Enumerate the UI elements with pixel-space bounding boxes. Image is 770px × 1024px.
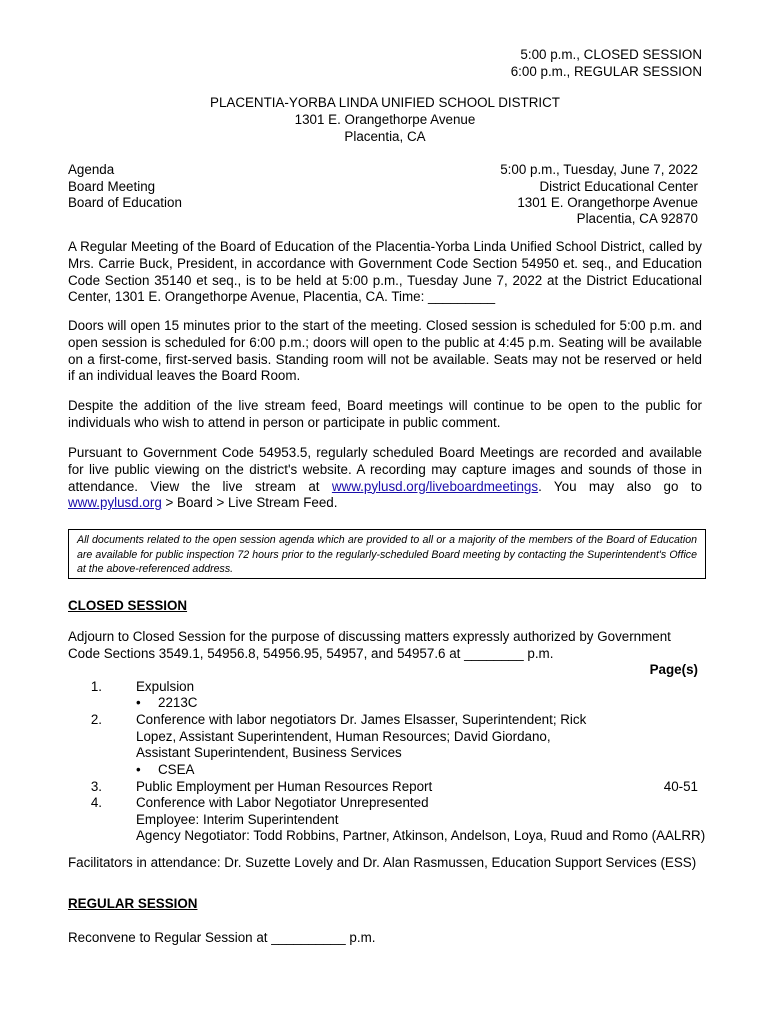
item-number: 4. (90, 795, 102, 810)
intro-paragraph: A Regular Meeting of the Board of Education of the Placentia-Yorba Linda Unified School District, called by Mrs. Carrie Buck, President, in accordance with Government Code Section 54950 et. seq., and Education Code Section 35140 et seq., is to be held at 5:00 p.m., Tuesday June 7, 2022 at the District Educational Center, 1301 E. Orangethorpe Avenue, Placentia, CA. Time: _________ (68, 239, 702, 305)
item-text: Expulsion (136, 679, 195, 694)
item-bullet: • CSEA (136, 762, 194, 779)
item-text: Lopez, Assistant Superintendent, Human Resources; David Giordano, (136, 729, 551, 744)
item-bullet: • 2213C (136, 695, 197, 712)
regular-session-heading: REGULAR SESSION (68, 896, 198, 911)
meta-board-of-education: Board of Education (68, 195, 182, 210)
item-pages: 40-51 (663, 779, 698, 794)
meta-agenda: Agenda (68, 162, 115, 177)
meeting-datetime: 5:00 p.m., Tuesday, June 7, 2022 (500, 162, 698, 177)
recording-text-1: Pursuant to Government Code 54953.5, regularly scheduled Board Meetings are recorded and available for live public viewing on the district's website. A recording may capture images and sounds of those in attendance. View the live stream at (68, 445, 702, 494)
item-number: 3. (90, 779, 102, 794)
meta-board-meeting: Board Meeting (68, 179, 156, 194)
facilitators-line: Facilitators in attendance: Dr. Suzette Lovely and Dr. Alan Rasmussen, Education Support Services (ESS) (68, 855, 697, 870)
recording-paragraph (68, 445, 702, 512)
reconvene-time-blank: __________ (271, 930, 346, 945)
meeting-city: Placentia, CA 92870 (576, 211, 698, 226)
public-inspection-notice: All documents related to the open session agenda which are provided to all or a majority of the members of the Board of Education are available for public inspection 72 hours prior to the regularly-scheduled Board meeting by contacting the Superintendent's Office at the above-referenced address. (68, 529, 706, 579)
pylusd-link[interactable]: www.pylusd.org (68, 495, 162, 511)
liveboardmeetings-link[interactable]: www.pylusd.org/liveboardmeetings (331, 478, 539, 494)
closed-session-heading: CLOSED SESSION (68, 598, 188, 613)
reconvene-line (68, 930, 375, 947)
district-address: 1301 E. Orangethorpe Avenue (294, 112, 476, 127)
livestream-paragraph: Despite the addition of the live stream feed, Board meetings will continue to be open to the public for individuals who wish to attend in person or participate in public comment. (68, 398, 702, 430)
reconvene-text: Reconvene to Regular Session at (68, 930, 272, 945)
recording-text-2: . You may also go to (538, 478, 702, 494)
recording-text-3: > Board > Live Stream Feed. (161, 495, 338, 511)
district-city: Placentia, CA (344, 129, 426, 144)
reconvene-suffix: p.m. (345, 930, 376, 945)
district-name: PLACENTIA-YORBA LINDA UNIFIED SCHOOL DISTRICT (210, 95, 560, 110)
item-text: Public Employment per Human Resources Report (136, 779, 433, 794)
closed-session-time: 5:00 p.m., CLOSED SESSION (520, 47, 702, 62)
item-text: Conference with Labor Negotiator Unrepresented (136, 795, 429, 810)
item-text: Employee: Interim Superintendent (136, 812, 339, 827)
item-number: 1. (90, 679, 102, 694)
regular-session-time: 6:00 p.m., REGULAR SESSION (510, 64, 702, 79)
adjourn-line-1: Adjourn to Closed Session for the purpose of discussing matters expressly authorized by Government (68, 629, 671, 644)
pages-label: Page(s) (649, 662, 698, 677)
item-text: Assistant Superintendent, Business Services (136, 745, 402, 760)
meeting-venue: District Educational Center (539, 179, 698, 194)
item-number: 2. (90, 712, 102, 727)
doors-paragraph: Doors will open 15 minutes prior to the start of the meeting. Closed session is scheduled for 5:00 p.m. and open session is scheduled for 6:00 p.m.; doors will open to the public at 4:45 p.m. Seating will be available on a first-come, first-served basis. Standing room will not be available. Seats may not be reserved or held if an individual leaves the Board Room. (68, 318, 702, 384)
item-text: Conference with labor negotiators Dr. James Elsasser, Superintendent; Rick (136, 712, 587, 727)
item-text: Agency Negotiator: Todd Robbins, Partner, Atkinson, Andelson, Loya, Ruud and Romo (AALRR) (136, 828, 706, 843)
meeting-street: 1301 E. Orangethorpe Avenue (517, 195, 698, 210)
adjourn-line-2: Code Sections 3549.1, 54956.8, 54956.95, 54957, and 54957.6 at ________ p.m. (68, 646, 554, 661)
